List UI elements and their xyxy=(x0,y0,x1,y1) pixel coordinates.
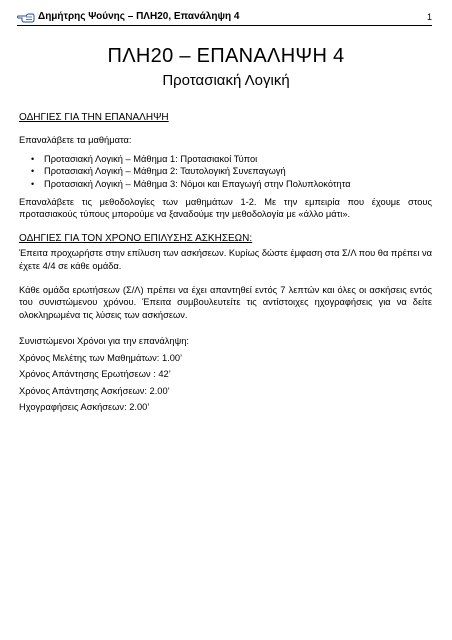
time-item: Χρόνος Απάντησης Ερωτήσεων : 42’ xyxy=(19,369,171,380)
header-title: Δημήτρης Ψούνης – ΠΛΗ20, Επανάληψη 4 xyxy=(38,11,240,22)
header-left xyxy=(17,11,239,23)
recommended-times xyxy=(19,333,432,416)
document-subtitle: Προτασιακή Λογική xyxy=(162,72,290,89)
page-number: 1 xyxy=(426,11,432,22)
section-heading-time: ΟΔΗΓΙΕΣ ΓΙΑ ΤΟΝ ΧΡΟΝΟ ΕΠΙΛΥΣΗΣ ΑΣΚΗΣΕΩΝ: xyxy=(19,232,253,244)
question-group-paragraph: Κάθε ομάδα ερωτήσεων (Σ/Λ) πρέπει να έχει απαντηθεί εντός 7 λεπτών και όλες οι ασκήσεις εντός του συνιστώμενου χρόνου. Έπειτα συμβουλευτείτε τις αντίστοιχες ηχογραφήσεις για να δείτε ολοκληρωμένα τις λύσεις των ασκήσεων. xyxy=(19,285,432,320)
document-title: ΠΛΗ20 – ΕΠΑΝΑΛΗΨΗ 4 xyxy=(107,45,345,67)
document-body xyxy=(19,112,432,416)
pointing-hand-icon xyxy=(17,11,35,23)
page-header xyxy=(17,8,432,26)
time-item: Χρόνος Απάντησης Ασκήσεων: 2.00’ xyxy=(19,385,170,396)
times-intro: Συνιστώμενοι Χρόνοι για την επανάληψη: xyxy=(19,336,189,347)
list-item: • Προτασιακή Λογική – Μάθημα 1: Προτασιακοί Τύποι xyxy=(44,153,432,165)
section-intro: Επαναλάβετε τα μαθήματα: xyxy=(19,135,132,146)
list-item: • Προτασιακή Λογική – Μάθημα 3: Νόμοι και Επαγωγή στην Πολυπλοκότητα xyxy=(44,178,432,190)
exercise-paragraph: Έπειτα προχωρήστε στην επίλυση των ασκήσεων. Κυρίως δώστε έμφαση στα Σ/Λ που θα πρέπει να έχετε 4/4 σε κάθε ομάδα. xyxy=(19,248,432,271)
time-item: Χρόνος Μελέτης των Μαθημάτων: 1.00’ xyxy=(19,352,183,363)
time-item: Ηχογραφήσεις Ασκήσεων: 2.00’ xyxy=(19,402,150,413)
lesson-list xyxy=(19,153,432,190)
methodology-paragraph: Επαναλάβετε τις μεθοδολογίες των μαθημάτων 1-2. Με την εμπειρία που έχουμε στους προτασιακούς τύπους μπορούμε να ξαναδούμε την μεθοδολογία με «άλλο μάτι». xyxy=(19,197,432,220)
section-heading-review: ΟΔΗΓΙΕΣ ΓΙΑ ΤΗΝ ΕΠΑΝΑΛΗΨΗ xyxy=(19,112,169,123)
list-item: • Προτασιακή Λογική – Μάθημα 2: Ταυτολογική Συνεπαγωγή xyxy=(44,165,432,177)
